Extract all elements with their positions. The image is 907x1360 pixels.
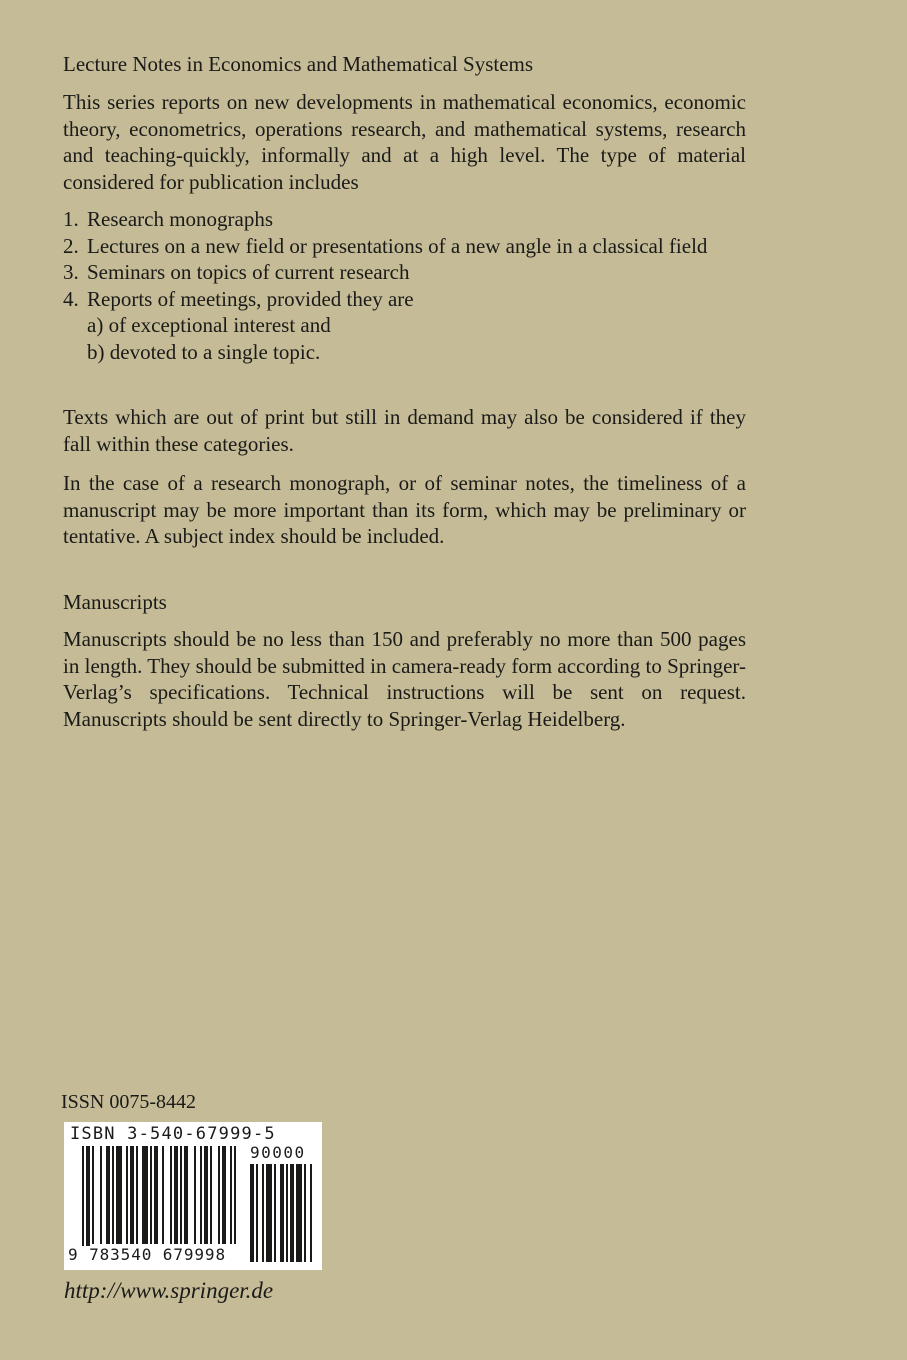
barcode-bar <box>100 1146 102 1244</box>
barcode-bar <box>162 1146 164 1244</box>
issn-label: ISSN 0075-8442 <box>61 1091 197 1113</box>
barcode-bar <box>230 1146 232 1244</box>
list-item <box>63 233 746 260</box>
barcode-bar <box>116 1146 122 1244</box>
barcode-addon: 90000 <box>250 1143 306 1162</box>
barcode-bar <box>180 1146 182 1244</box>
barcode-bar <box>150 1146 152 1244</box>
barcode-bar <box>174 1146 178 1244</box>
list-item-number: 2. <box>63 233 79 258</box>
barcode-number: 9 783540 679998 <box>68 1245 226 1264</box>
list-item <box>63 286 746 313</box>
reprint-paragraph: Texts which are out of print but still in demand may also be considered if they fall within these categories. <box>63 405 746 456</box>
list-item-text: Reports of meetings, provided they are <box>87 286 414 311</box>
barcode-addon-bar <box>274 1164 276 1262</box>
barcode-bar <box>136 1146 138 1244</box>
list-item-number: 1. <box>63 207 79 231</box>
barcode <box>64 1122 322 1270</box>
barcode-addon-bar <box>266 1164 272 1262</box>
barcode-bar <box>154 1146 158 1244</box>
barcode-bar <box>170 1146 172 1244</box>
barcode-bar <box>130 1146 134 1244</box>
sub-item-text: a) of exceptional interest and <box>87 313 331 338</box>
material-list <box>63 206 746 366</box>
barcode-addon-bar <box>280 1164 284 1262</box>
barcode-bar <box>234 1146 236 1244</box>
barcode-bar <box>210 1146 212 1244</box>
intro-paragraph: This series reports on new developments in mathematical economics, economic theory, econometrics, operations research, and mathematical systems, research and teaching-quickly, informally and at a high level. The type of material considered for publication includes <box>63 90 746 194</box>
barcode-bar <box>194 1146 196 1244</box>
barcode-bar <box>218 1146 220 1244</box>
barcode-addon-bar <box>310 1164 312 1262</box>
barcode-addon-bar <box>262 1164 264 1262</box>
barcode-addon-bar <box>286 1164 288 1262</box>
barcode-addon-bar <box>290 1164 294 1262</box>
publisher-url[interactable]: http://www.springer.de <box>64 1278 274 1303</box>
list-item <box>63 259 746 286</box>
list-item-text: Lectures on a new field or presentations of a new angle in a classical field <box>87 233 708 258</box>
barcode-addon-bar <box>256 1164 258 1262</box>
sub-list-item <box>63 312 746 339</box>
list-item <box>63 206 746 233</box>
barcode-bar <box>142 1146 148 1244</box>
barcode-bar <box>126 1146 128 1244</box>
sub-item-text: b) devoted to a single topic. <box>87 339 321 364</box>
manuscripts-heading: Manuscripts <box>63 590 167 614</box>
list-item-number: 4. <box>63 286 79 311</box>
barcode-bar <box>204 1146 208 1244</box>
list-item-number: 3. <box>63 260 79 285</box>
barcode-bar <box>112 1146 114 1244</box>
series-title: Lecture Notes in Economics and Mathematical Systems <box>63 52 534 76</box>
list-item-text: Research monographs <box>87 207 274 231</box>
barcode-bar <box>184 1146 188 1244</box>
barcode-bar <box>92 1146 94 1244</box>
sub-list-item <box>63 339 746 366</box>
barcode-addon-bar <box>304 1164 306 1262</box>
barcode-isbn: ISBN 3-540-67999-5 <box>70 1124 276 1144</box>
barcode-bar <box>86 1146 90 1250</box>
manuscripts-paragraph: Manuscripts should be no less than 150 and preferably no more than 500 pages in length. They should be submitted in camera-ready form according to Springer-Verlag’s specifications. Technical instructions will be sent on request. Manuscripts should be sent directly to Springer-Verlag Heidelberg. <box>63 627 746 731</box>
barcode-bar <box>106 1146 110 1244</box>
list-item-text: Seminars on topics of current research <box>87 260 410 285</box>
barcode-bar <box>82 1146 84 1250</box>
barcode-addon-bar <box>296 1164 302 1262</box>
monograph-paragraph: In the case of a research monograph, or of seminar notes, the timeliness of a manuscript may be more important than its form, which may be preliminary or tentative. A subject index should be included. <box>63 471 746 549</box>
barcode-addon-bar <box>250 1164 254 1262</box>
barcode-bar <box>200 1146 202 1244</box>
barcode-bar <box>222 1146 226 1244</box>
